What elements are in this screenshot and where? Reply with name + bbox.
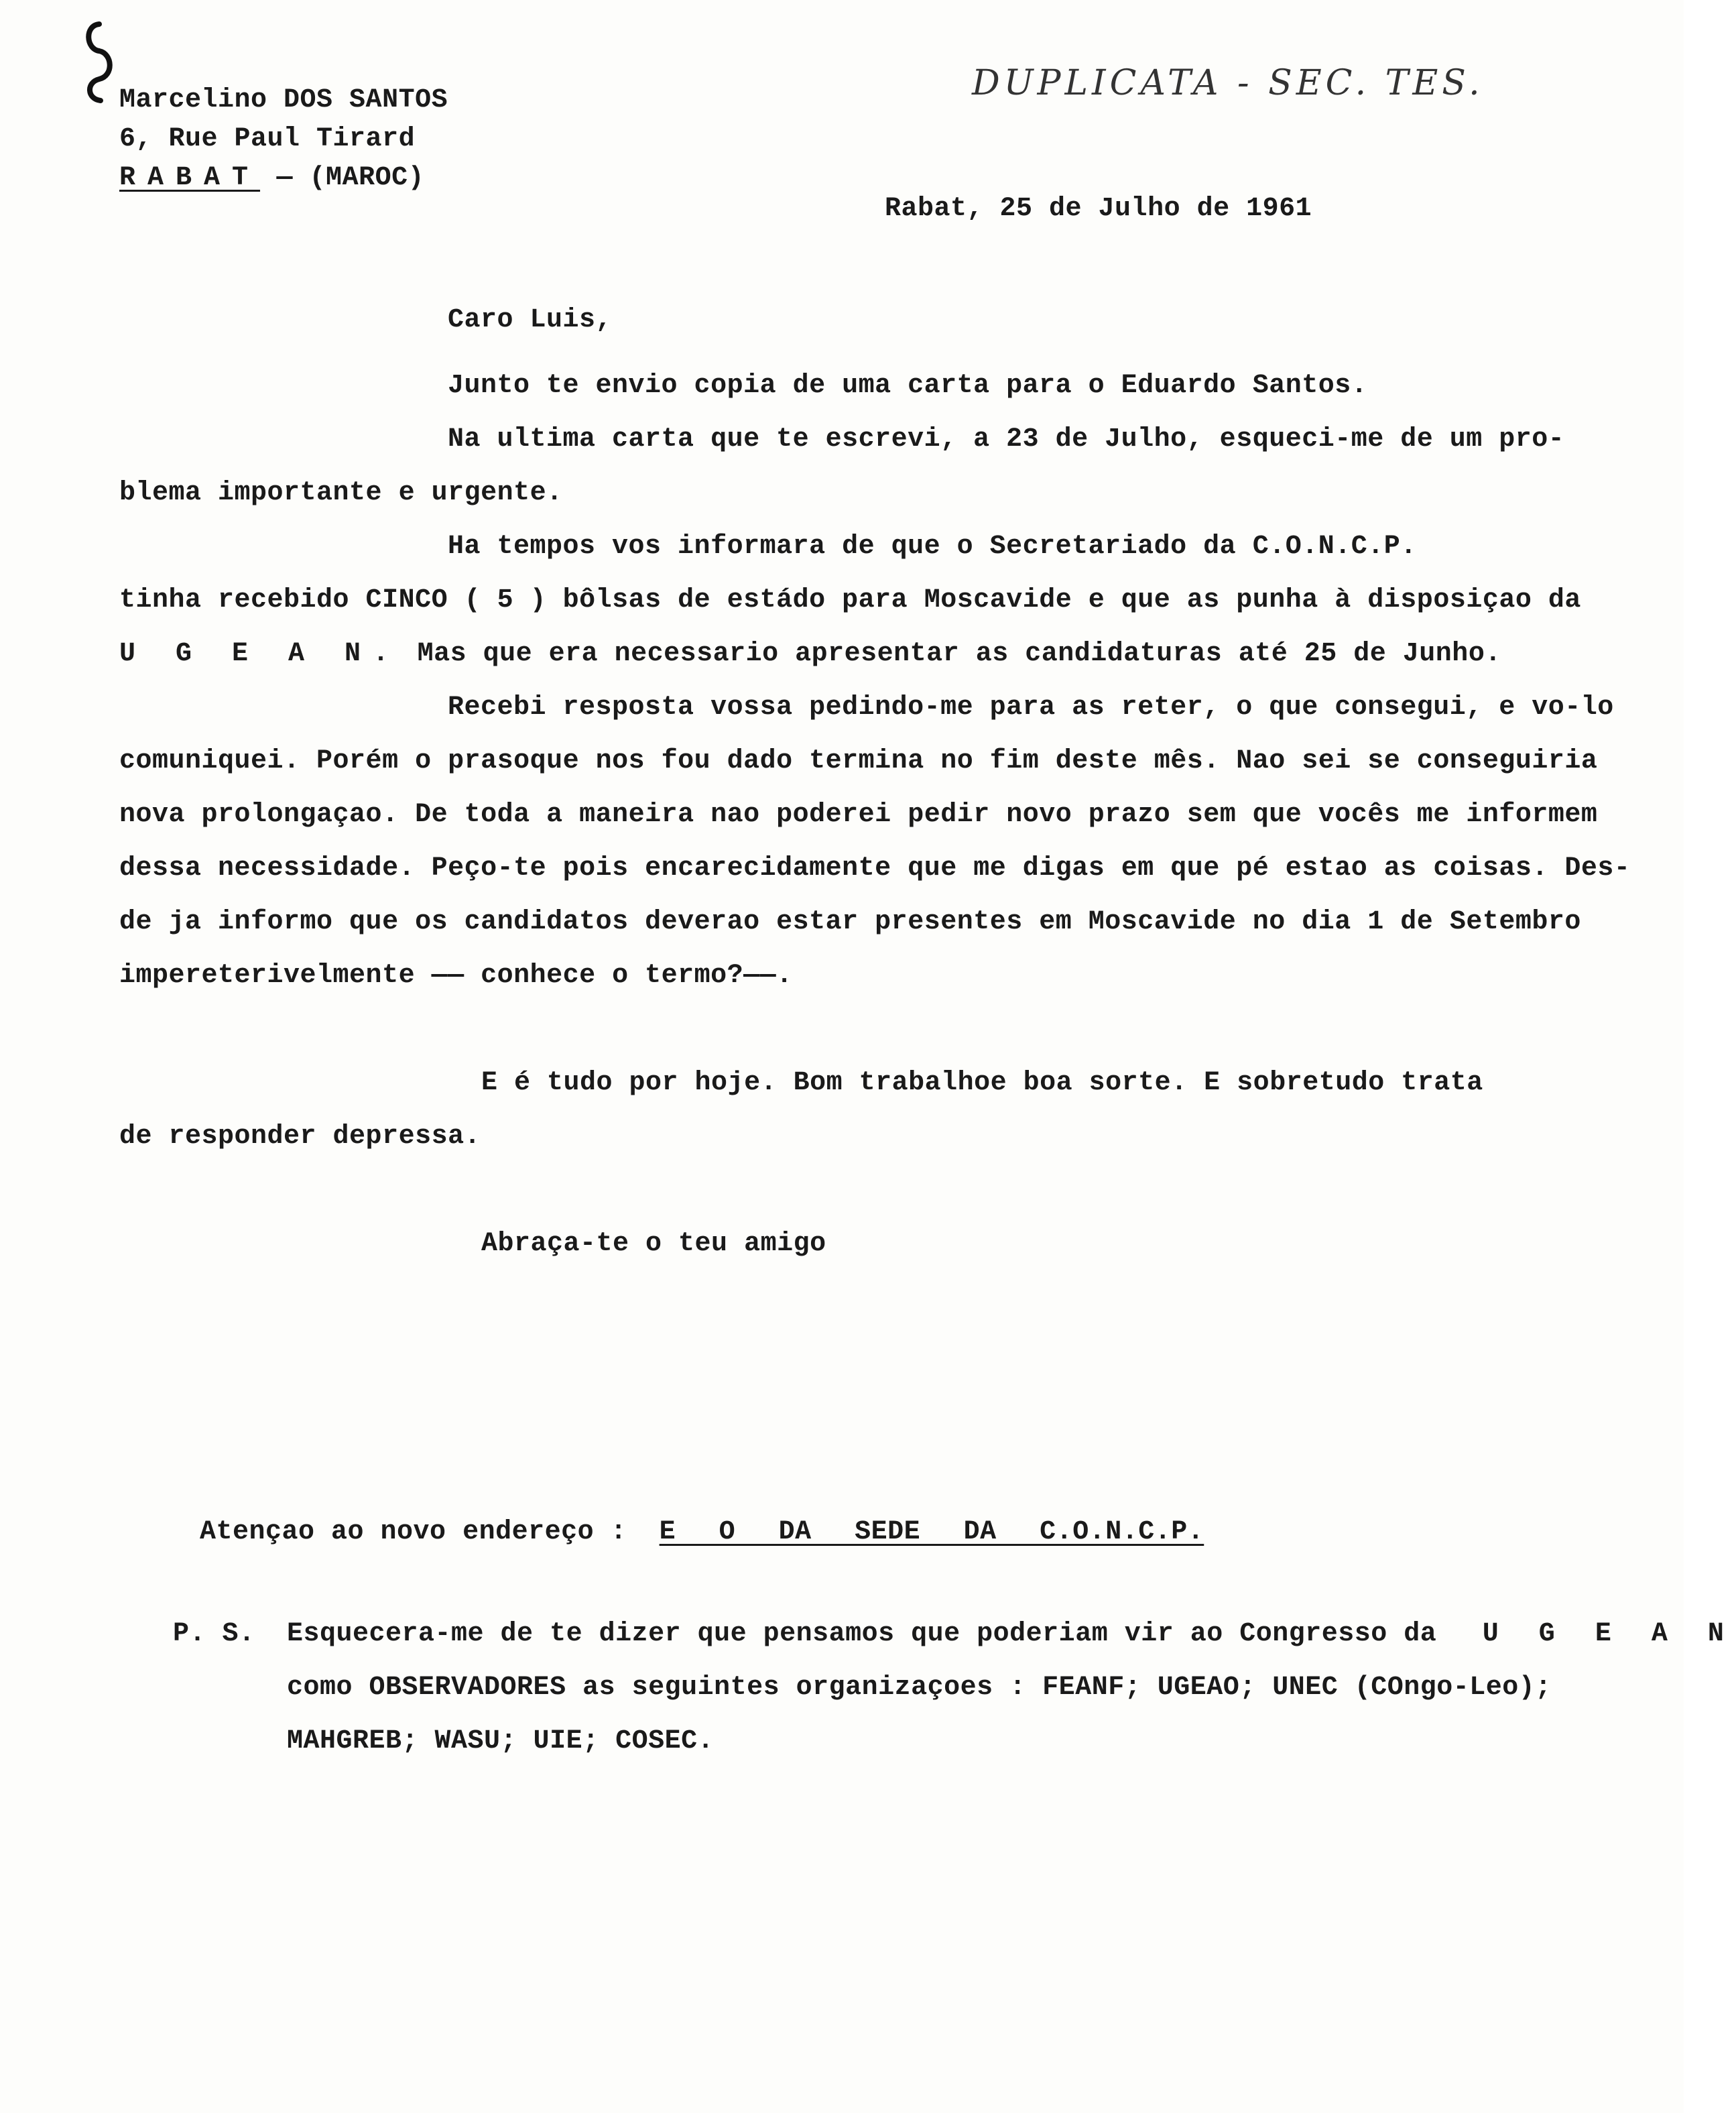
paragraph-3-line-3: [119, 641, 1501, 668]
paragraph-4-line-5: de ja informo que os candidatos deverao estar presentes em Moscavide no dia 1 de Setembro: [119, 907, 1581, 937]
postscript-line-1: [287, 1621, 1736, 1648]
paragraph-5-line-1: E é tudo por hoje. Bom trabalhoe boa sorte. E sobretudo trata: [481, 1068, 1483, 1098]
address-note: [200, 1519, 1204, 1546]
sender-city-line: [119, 165, 424, 192]
paragraph-4-line-4: dessa necessidade. Peço-te pois encarecidamente que me digas em que pé estao as coisas. Des-: [119, 853, 1631, 884]
paragraph-3-line-3-text: Mas que era necessario apresentar as candidaturas até 25 de Junho.: [417, 639, 1501, 669]
address-note-value: E O DA SEDE DA C.O.N.C.P.: [659, 1517, 1204, 1547]
postscript-label: P. S.: [173, 1619, 255, 1649]
sender-city: RABAT: [119, 163, 261, 193]
handwritten-duplicate-note: DUPLICATA - SEC. TES.: [972, 63, 1484, 103]
ugean-acronym: U G E A N.: [119, 639, 401, 669]
paragraph-4-line-6: impereterivelmente —— conhece o termo?——.: [119, 961, 793, 991]
sender-name: Marcelino DOS SANTOS: [119, 85, 448, 115]
postscript-ugean: U G E A N: [1482, 1619, 1736, 1649]
paragraph-2-line-1: Na ultima carta que te escrevi, a 23 de Julho, esqueci-me de um pro-: [448, 424, 1565, 455]
paragraph-5-line-2: de responder depressa.: [119, 1122, 481, 1152]
paragraph-1-line-1: Junto te envio copia de uma carta para o Eduardo Santos.: [448, 371, 1368, 401]
postscript-line-1-text: Esquecera-me de te dizer que pensamos que poderiam vir ao Congresso da: [287, 1619, 1437, 1649]
salutation: Caro Luis,: [448, 305, 613, 335]
sender-street: 6, Rue Paul Tirard: [119, 124, 416, 154]
paragraph-4-line-2: comuniquei. Porém o prasoque nos fou dado termina no fim deste mês. Nao sei se conseguiria: [119, 746, 1598, 776]
sender-country: — (MAROC): [276, 163, 425, 193]
postscript-line-3: MAHGREB; WASU; UIE; COSEC.: [287, 1726, 715, 1756]
paragraph-4-line-3: nova prolongaçao. De toda a maneira nao poderei pedir novo prazo sem que vocês me informem: [119, 800, 1598, 830]
closing: Abraça-te o teu amigo: [481, 1229, 826, 1259]
address-note-label: Atençao ao novo endereço :: [200, 1517, 627, 1547]
postscript-line-2: como OBSERVADORES as seguintes organizaçoes : FEANF; UGEAO; UNEC (COngo-Leo);: [287, 1673, 1552, 1703]
paragraph-2-line-2: blema importante e urgente.: [119, 478, 563, 508]
paragraph-3-line-2: tinha recebido CINCO ( 5 ) bôlsas de estádo para Moscavide e que as punha à disposiçao da: [119, 585, 1581, 615]
paragraph-4-line-1: Recebi resposta vossa pedindo-me para as reter, o que consegui, e vo-lo: [448, 692, 1614, 723]
handwritten-mark-icon: [79, 19, 119, 106]
letter-date: Rabat, 25 de Julho de 1961: [885, 194, 1312, 224]
paragraph-3-line-1: Ha tempos vos informara de que o Secretariado da C.O.N.C.P.: [448, 532, 1417, 562]
